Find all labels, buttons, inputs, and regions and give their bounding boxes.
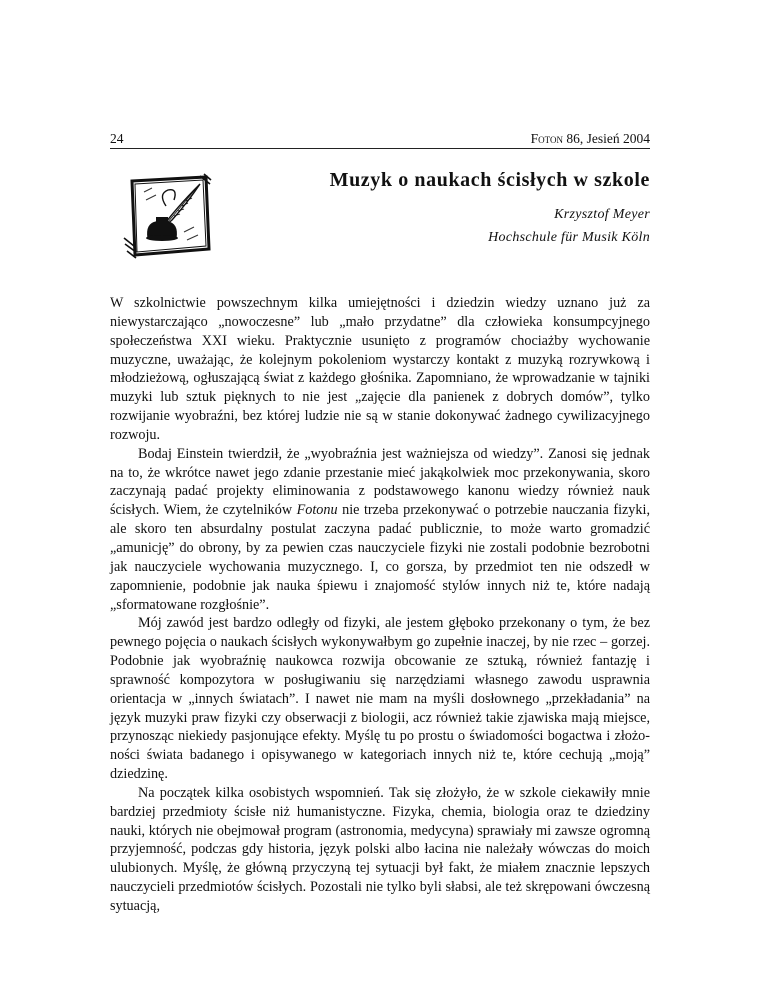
paragraph-3: Mój zawód jest bardzo odległy od fizyki, ale jestem głęboko przekonany o tym, że bez pewnego pojęcia o naukach ścisłych wykonywałbym go zupełnie inaczej, by nie rzec – gorzej. Podobnie jak wyobraźnię naukowca rozwija obcowanie ze sztuką, również fantazję i sprawność kompozytora w posługiwaniu się narzędziami własnego zawodu usprawnia orientacja w „innych światach”. I nawet nie mam na myśli dosłownego „przekładania” na język muzyki praw fizyki czy obserwacji z biologii, acz również takie zjawiska mają miejsce, przynosząc niekiedy pasjonujące efekty. Myślę tu po prostu o świadomości bogactwa i złożoności świata badanego i opisywanego w kategoriach innych niż te, które cechują „moją” dziedzinę. — [110, 615, 650, 783]
paragraph-1: W szkolnictwie powszechnym kilka umiejętności i dziedzin wiedzy uznano już za niewystarczająco „nowoczesne” lub „mało przydatne” dla człowieka konsumpcyjnego społeczeństwa XXI wieku. Praktycznie usunięto z programów chociażby wychowanie muzyczne, uważając, że kolejnym pokoleniom wystarczy kontakt z muzyką rozrywkową i młodzieżową, ogłuszającą świat z każdego głośnika. Zapomniano, że wprowadzanie w tajniki muzyki lub sztuk pięknych to nie jest „zajęcie dla panienek z dobrych domów”, tylko rozwijanie wyobraźni, bez której ludzie nie są w stanie dokonywać żadnego cywilizacyjnego rozwoju. — [110, 295, 650, 443]
article-title: Muzyk o naukach ścisłych w szkole — [329, 169, 650, 191]
article-body — [110, 294, 650, 916]
issue-info: 86, Jesień 2004 — [563, 131, 650, 146]
journal-name: Foton — [530, 131, 563, 146]
running-header — [110, 131, 650, 149]
page-number: 24 — [110, 131, 124, 146]
paragraph-4: Na początek kilka osobistych wspomnień. Tak się złożyło, że w szkole ciekawiły mnie bardziej przedmioty ścisłe niż humanistyczne. Fizyka, chemia, biologia oraz te dziedziny nauki, których nie obejmował program (astronomia, medycyna) sprawiały mi zawsze ogromną przyjemność, podczas gdy historia, język polski albo łacina nie należały wówczas do moich ulubionych. Myślę, że główną przyczyną tej sytuacji był fakt, że miałem znacznie lepszych nauczycieli przedmiotów ścisłych. Pozostali nie tylko byli słabsi, ale też skrępowani ówczesną sytuacją, — [110, 784, 650, 914]
paragraph-2-start: Bodaj Einstein twierdził, że „wyobraźnia jest ważniejsza od wiedzy”. Zanosi się jednak na to, że wkrótce nawet jego zdanie przestanie mieć jakąkolwiek moc przekonywania, skoro zaczynają padać projekty eliminowania z podstawowego kanonu wiedzy również nauk ścisłych. Wiem, że czytelników — [110, 445, 650, 519]
paragraph-2 — [110, 445, 650, 615]
header-rule — [110, 148, 650, 149]
article-author: Krzysztof Meyer — [554, 207, 650, 222]
journal-issue — [531, 131, 650, 147]
quill-and-inkwell-icon — [122, 172, 212, 260]
author-affiliation: Hochschule für Musik Köln — [488, 230, 650, 245]
journal-title-italic: Fotonu — [296, 502, 338, 519]
paragraph-2-end: nie trzeba przekonywać o potrzebie nauczania fizyki, ale skoro ten absurdalny postulat zaczyna padać publicznie, to może warto gromadzić „amunicję” do obrony, by za pewien czas nauczyciele fizyki nie zostali podobnie bezrobotni jak nauczyciele wychowania muzycznego. I, co gorsza, by przedmiot ten nie odszedł w zapomnienie, podobnie jak nauka śpiewu i znajomość stylów innych niż te, które nadają „sformatowane rozgłośnie”. — [110, 502, 650, 613]
